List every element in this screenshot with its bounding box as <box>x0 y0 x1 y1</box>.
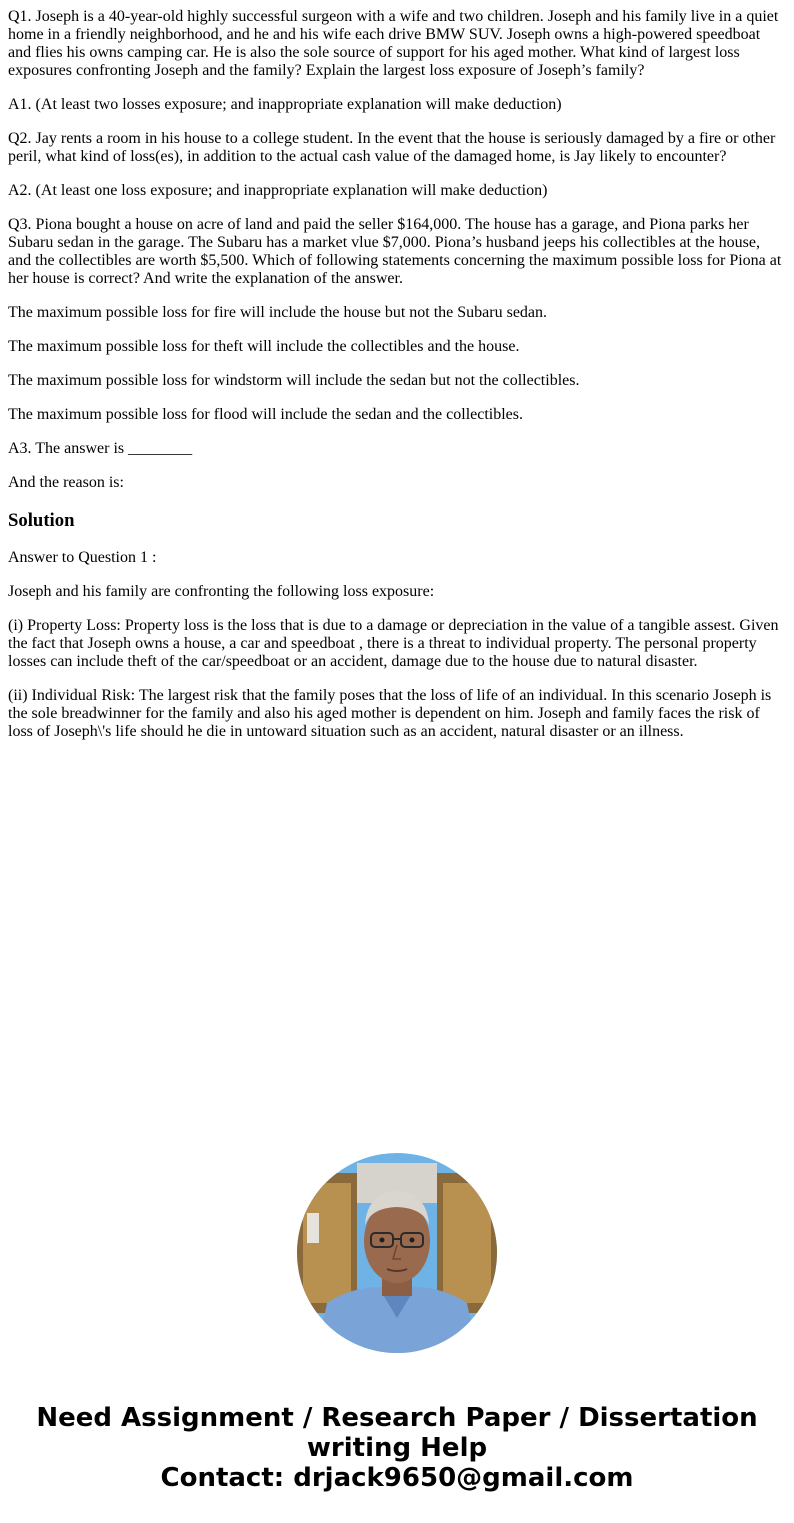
solution-point: (i) Property Loss: Property loss is the loss that is due to a damage or depreciation in the value of a tangible assest. Given the fact that Joseph owns a house, a car and speedboat , there is a threat to individual property. The personal property losses can include theft of the car/speedboat or an accident, damage due to the house due to natural disaster. <box>8 617 779 670</box>
solution-point: (ii) Individual Risk: The largest risk that the family poses that the loss of life of an individual. In this scenario Joseph is the sole breadwinner for the family and also his aged mother is dependent on him. Joseph and family faces the risk of loss of Joseph\'s life should he die in untoward situation such as an accident, natural disaster or an illness. <box>8 687 772 740</box>
answer-1-prompt: A1. (At least two losses exposure; and inappropriate explanation will make deduction) <box>8 96 562 113</box>
question-2: Q2. Jay rents a room in his house to a college student. In the event that the house is seriously damaged by a fire or other peril, what kind of loss(es), in addition to the actual cash value of the damaged home, is Jay likely to encounter? <box>8 130 776 165</box>
solution-lead: Joseph and his family are confronting the following loss exposure: <box>8 583 435 600</box>
solution-heading: Solution <box>8 510 75 531</box>
promo-banner <box>0 1403 794 1493</box>
solution-answer-intro: Answer to Question 1 : <box>8 549 157 566</box>
document-body <box>8 0 786 757</box>
option-item: The maximum possible loss for flood will include the sedan and the collectibles. <box>8 406 523 423</box>
question-1: Q1. Joseph is a 40-year-old highly successful surgeon with a wife and two children. Joseph and his family live in a quiet home in a friendly neighborhood, and he and his wife each drive BMW SUV. Joseph owns a high-powered speedboat and flies his owns camping car. He is also the sole source of support for his aged mother. What kind of largest loss exposures confronting Joseph and the family? Explain the largest loss exposure of Joseph’s family? <box>8 8 779 79</box>
question-3: Q3. Piona bought a house on acre of land and paid the seller $164,000. The house has a garage, and Piona parks her Subaru sedan in the garage. The Subaru has a market vlue $7,000. Piona’s husband jeeps his collectibles at the house, and the collectibles are worth $5,500. Which of following statements concerning the maximum possible loss for Piona at her house is correct? And write the explanation of the answer. <box>8 216 782 287</box>
option-item: The maximum possible loss for windstorm will include the sedan but not the collectibles. <box>8 372 580 389</box>
option-item: The maximum possible loss for fire will include the house but not the Subaru sedan. <box>8 304 548 321</box>
answer-2-prompt: A2. (At least one loss exposure; and inappropriate explanation will make deduction) <box>8 182 548 199</box>
promo-line: Need Assignment / Research Paper / Dissertation <box>36 1403 758 1433</box>
answer-3-prompt: A3. The answer is ________ <box>8 440 193 457</box>
author-portrait-icon <box>297 1153 497 1353</box>
reason-prompt: And the reason is: <box>8 474 124 491</box>
author-avatar <box>297 1153 497 1353</box>
promo-contact: Contact: drjack9650@gmail.com <box>160 1463 634 1493</box>
option-item: The maximum possible loss for theft will include the collectibles and the house. <box>8 338 520 355</box>
promo-line: writing Help <box>306 1433 488 1463</box>
